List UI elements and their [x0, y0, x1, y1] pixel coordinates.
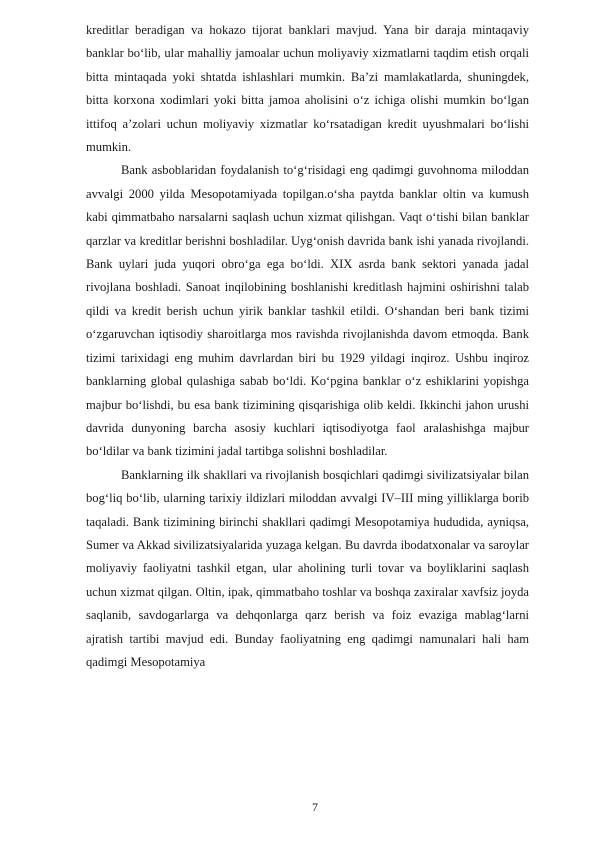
body-text	[86, 19, 529, 674]
paragraph-1: kreditlar beradigan va hokazo tijorat banklari mavjud. Yana bir daraja mintaqaviy banklar bo‘lib, ular mahalliy jamoalar uchun moliyaviy xizmatlarni taqdim etish orqali bitta mintaqada yoki shtatda ishlashlari mumkin. Ba’zi mamlakatlarda, shuningdek, bitta korxona xodimlari yoki bitta jamoa aholisini o‘z ichiga olishi mumkin bo‘lgan ittifoq a’zolari uchun moliyaviy xizmatlar ko‘rsatadigan kredit uyushmalari bo‘lishi mumkin.	[86, 23, 529, 155]
paragraph-2: Bank asboblaridan foydalanish to‘g‘risidagi eng qadimgi guvohnoma miloddan avvalgi 2000 yilda Mesopotamiyada topilgan.o‘sha paytda banklar oltin va kumush kabi qimmatbaho narsalarni saqlash uchun xizmat qilishgan. Vaqt o‘tishi bilan banklar qarzlar va kreditlar berishni boshladilar. Uyg‘onish davrida bank ishi yanada rivojlandi. Bank uylari juda yuqori obro‘ga ega bo‘ldi. XIX asrda bank sektori yanada jadal rivojlana boshladi. Sanoat inqilobining boshlanishi kreditlash hajmini oshirishni talab qildi va kredit berish uchun yirik banklar tashkil etildi. O‘shandan beri bank tizimi o‘zgaruvchan iqtisodiy sharoitlarga mos ravishda rivojlanishda davom etmoqda. Bank tizimi tarixidagi eng muhim davrlardan biri bu 1929 yildagi inqiroz. Ushbu inqiroz banklarning global qulashiga sabab bo‘ldi. Ko‘pgina banklar o‘z eshiklarini yopishga majbur bo‘lishdi, bu esa bank tizimining qisqarishiga olib keldi. Ikkinchi jahon urushi davrida dunyoning barcha asosiy kuchlari iqtisodiyotga faol aralashishga majbur bo‘ldilar va bank tizimini jadal tartibga solishni boshladilar.	[86, 163, 529, 459]
paragraph-3: Banklarning ilk shakllari va rivojlanish bosqichlari qadimgi sivilizatsiyalar bilan bog‘liq bo‘lib, ularning tarixiy ildizlari miloddan avvalgi IV–III ming yilliklarga borib taqaladi. Bank tizimining birinchi shakllari qadimgi Mesopotamiya hududida, ayniqsa, Sumer va Akkad sivilizatsiyalarida yuzaga kelgan. Bu davrda ibodatxonalar va saroylar moliyaviy faoliyatni tashkil etgan, ular aholining turli tovar va boyliklarini saqlash uchun xizmat qilgan. Oltin, ipak, qimmatbaho toshlar va boshqa zaxiralar xavfsiz joyda saqlanib, savdogarlarga va dehqonlarga qarz berish va foiz evaziga mablag‘larni ajratish tartibi mavjud edi. Bunday faoliyatning eng qadimgi namunalari hali ham qadimgi Mesopotamiya	[86, 467, 529, 669]
page-number: 7	[312, 800, 318, 814]
